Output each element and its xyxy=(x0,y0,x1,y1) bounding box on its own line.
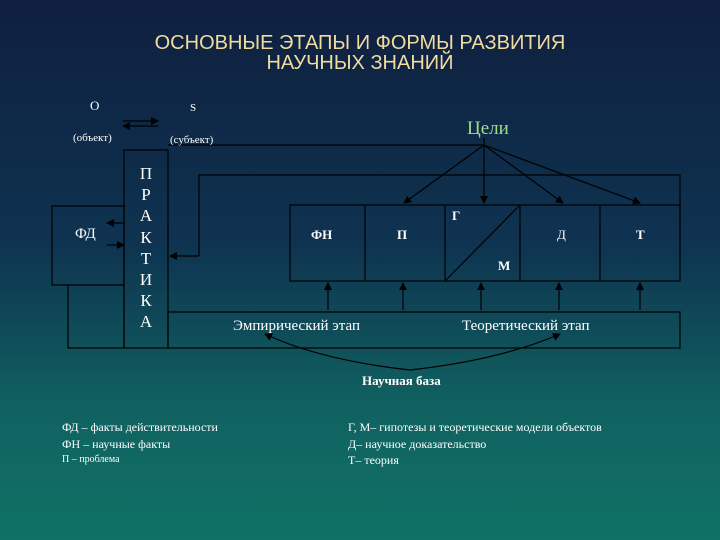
fd-label: ФД xyxy=(75,226,96,242)
object-caption: (объект) xyxy=(73,132,112,144)
goals-label: Цели xyxy=(467,118,509,139)
theoretical-stage-label: Теоретический этап xyxy=(462,318,590,334)
m-label: М xyxy=(498,258,511,273)
d-label: Д xyxy=(557,227,566,242)
legend-item: ФД – факты действительности xyxy=(62,420,218,434)
legend-item: Т– теория xyxy=(348,453,399,467)
legend-item: Д– научное доказательство xyxy=(348,436,487,451)
subject-caption: (субъект) xyxy=(170,134,214,146)
arrow-base-to-theoretical xyxy=(410,334,560,370)
fn-label: ФН xyxy=(311,227,333,242)
praktika-letter: А xyxy=(139,206,153,226)
page-title-line-2: НАУЧНЫХ ЗНАНИЙ xyxy=(266,52,454,74)
object-label: О xyxy=(90,98,100,113)
page-title-line-1: ОСНОВНЫЕ ЭТАПЫ И ФОРМЫ РАЗВИТИЯ xyxy=(154,32,566,54)
praktika-base-box xyxy=(68,285,124,348)
legend-item: Г, М– гипотезы и теоретические модели объектов xyxy=(348,420,602,434)
praktika-label xyxy=(124,163,168,333)
praktika-letter: И xyxy=(139,270,153,290)
praktika-letter: К xyxy=(140,291,152,311)
praktika-letter: Т xyxy=(140,248,152,268)
praktika-letter: А xyxy=(139,312,153,332)
t-label: Т xyxy=(636,227,645,242)
empirical-stage-label: Эмпирический этап xyxy=(233,318,360,334)
p-label: П xyxy=(397,227,408,242)
subject-label: S xyxy=(190,102,197,114)
g-label: Г xyxy=(452,208,461,223)
praktika-letter: П xyxy=(139,164,153,183)
legend-item: ФН – научные факты xyxy=(62,436,171,451)
scientific-base-label: Научная база xyxy=(362,373,441,388)
legend-item: П – проблема xyxy=(62,454,120,465)
praktika-letter: К xyxy=(140,227,152,247)
praktika-letter: Р xyxy=(141,185,151,205)
arrow-base-to-empirical xyxy=(265,334,410,370)
legend-right xyxy=(348,419,602,469)
legend-left xyxy=(62,419,218,469)
forms-box xyxy=(290,205,680,281)
